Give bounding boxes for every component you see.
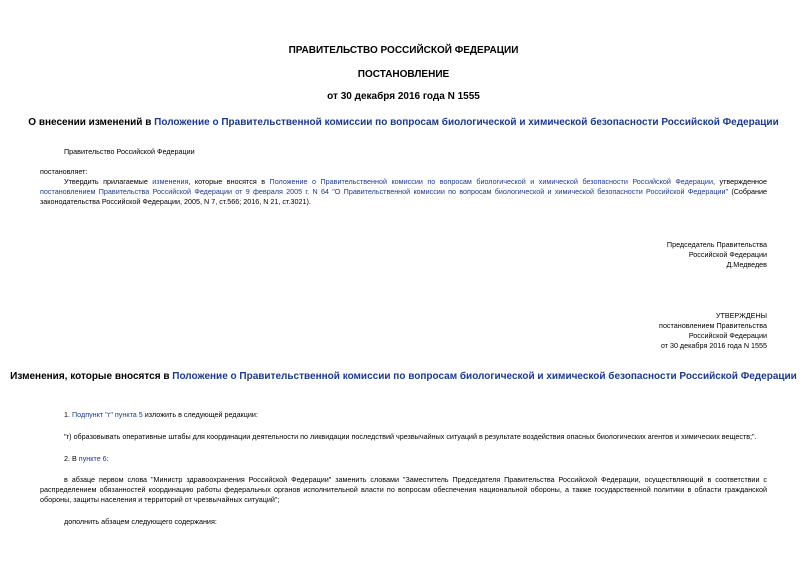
approval-block xyxy=(467,311,767,351)
document-date-heading: от 30 декабря 2016 года N 1555 xyxy=(327,91,480,102)
item-2 xyxy=(64,454,109,464)
item-2-rest: : xyxy=(106,454,109,463)
item-1-rest: изложить в следующей редакции: xyxy=(142,410,258,419)
item-1 xyxy=(64,410,258,420)
signature-block xyxy=(467,240,767,270)
changes-title-regulation-link[interactable]: Положение о Правительственной комиссии по вопросам биологической и химической безопасности Российской Федерации xyxy=(172,371,797,382)
quoted-text: "г) образовывать оперативные штабы для координации деятельности по ликвидации последствий чрезвычайных ситуаций в результате воздействия опасных биологических агентов и химических веществ;". xyxy=(64,432,757,441)
issuer-text: Правительство Российской Федерации xyxy=(64,147,195,156)
approval-approved: УТВЕРЖДЕНЫ xyxy=(715,311,767,320)
resolves-text: постановляет: xyxy=(40,167,88,176)
subparagraph-g-link[interactable]: Подпункт "г" xyxy=(72,410,113,419)
approval-by: постановлением Правительства xyxy=(659,321,767,330)
government-heading: ПРАВИТЕЛЬСТВО РОССИЙСКОЙ ФЕДЕРАЦИИ xyxy=(288,45,519,56)
amendment-paragraph: в абзаце первом слова "Министр здравоохранения Российской Федерации" заменить словами "Заместитель Председателя Правительства Российской Федерации, осуществляющий в соответствии с распределением обязанностей координацию работы федеральных органов исполнительной власти по вопросам обеспечения национальной обороны, а также государственной политики в области гражданской обороны, защиты населения и территорий от чрезвычайных ситуаций"; xyxy=(40,475,767,504)
document-type-heading: ПОСТАНОВЛЕНИЕ xyxy=(357,69,450,80)
item-2-number: 2. В xyxy=(64,454,79,463)
document-title-prefix: О внесении изменений в xyxy=(28,117,155,128)
approval-date: от 30 декабря 2016 года N 1555 xyxy=(660,341,767,350)
paragraph-5-link[interactable]: пункта 5 xyxy=(114,410,143,419)
changes-title-prefix: Изменения, которые вносятся в xyxy=(10,371,173,382)
resolution-text-b: , которые вносятся в xyxy=(188,177,270,186)
document-title xyxy=(0,117,807,128)
addition-paragraph: дополнить абзацем следующего содержания: xyxy=(64,517,217,526)
resolution-64-link[interactable]: постановлением Правительства Российской Федерации от 9 февраля 2005 г. N 64 "О Правительственной комиссии по вопросам биологической и химической безопасности Российской Федерации" xyxy=(40,187,729,196)
resolution-text-a: Утвердить прилагаемые xyxy=(64,177,153,186)
regulation-link[interactable]: Положение о Правительственной комиссии по вопросам биологической и химической безопасности Российской Федерации xyxy=(269,177,713,186)
signature-position: Председатель Правительства xyxy=(666,240,767,249)
title-regulation-link[interactable]: Положение о Правительственной комиссии по вопросам биологической и химической безопасности Российской Федерации xyxy=(154,117,779,128)
signature-name: Д.Медведев xyxy=(726,260,767,269)
changes-title xyxy=(0,371,807,382)
resolution-text-c: , утвержденное xyxy=(712,177,767,186)
approval-country: Российской Федерации xyxy=(688,331,767,340)
resolution-paragraph xyxy=(40,177,767,207)
signature-country: Российской Федерации xyxy=(688,250,767,259)
resolution-text-d: (Собрание законодательства Российской Федерации, 2005, N 7, ст.566; 2016, N 21, ст.3021). xyxy=(40,187,767,206)
item-1-number: 1. xyxy=(64,410,72,419)
changes-link[interactable]: изменения xyxy=(152,177,189,186)
paragraph-6-link[interactable]: пункте 6 xyxy=(78,454,107,463)
